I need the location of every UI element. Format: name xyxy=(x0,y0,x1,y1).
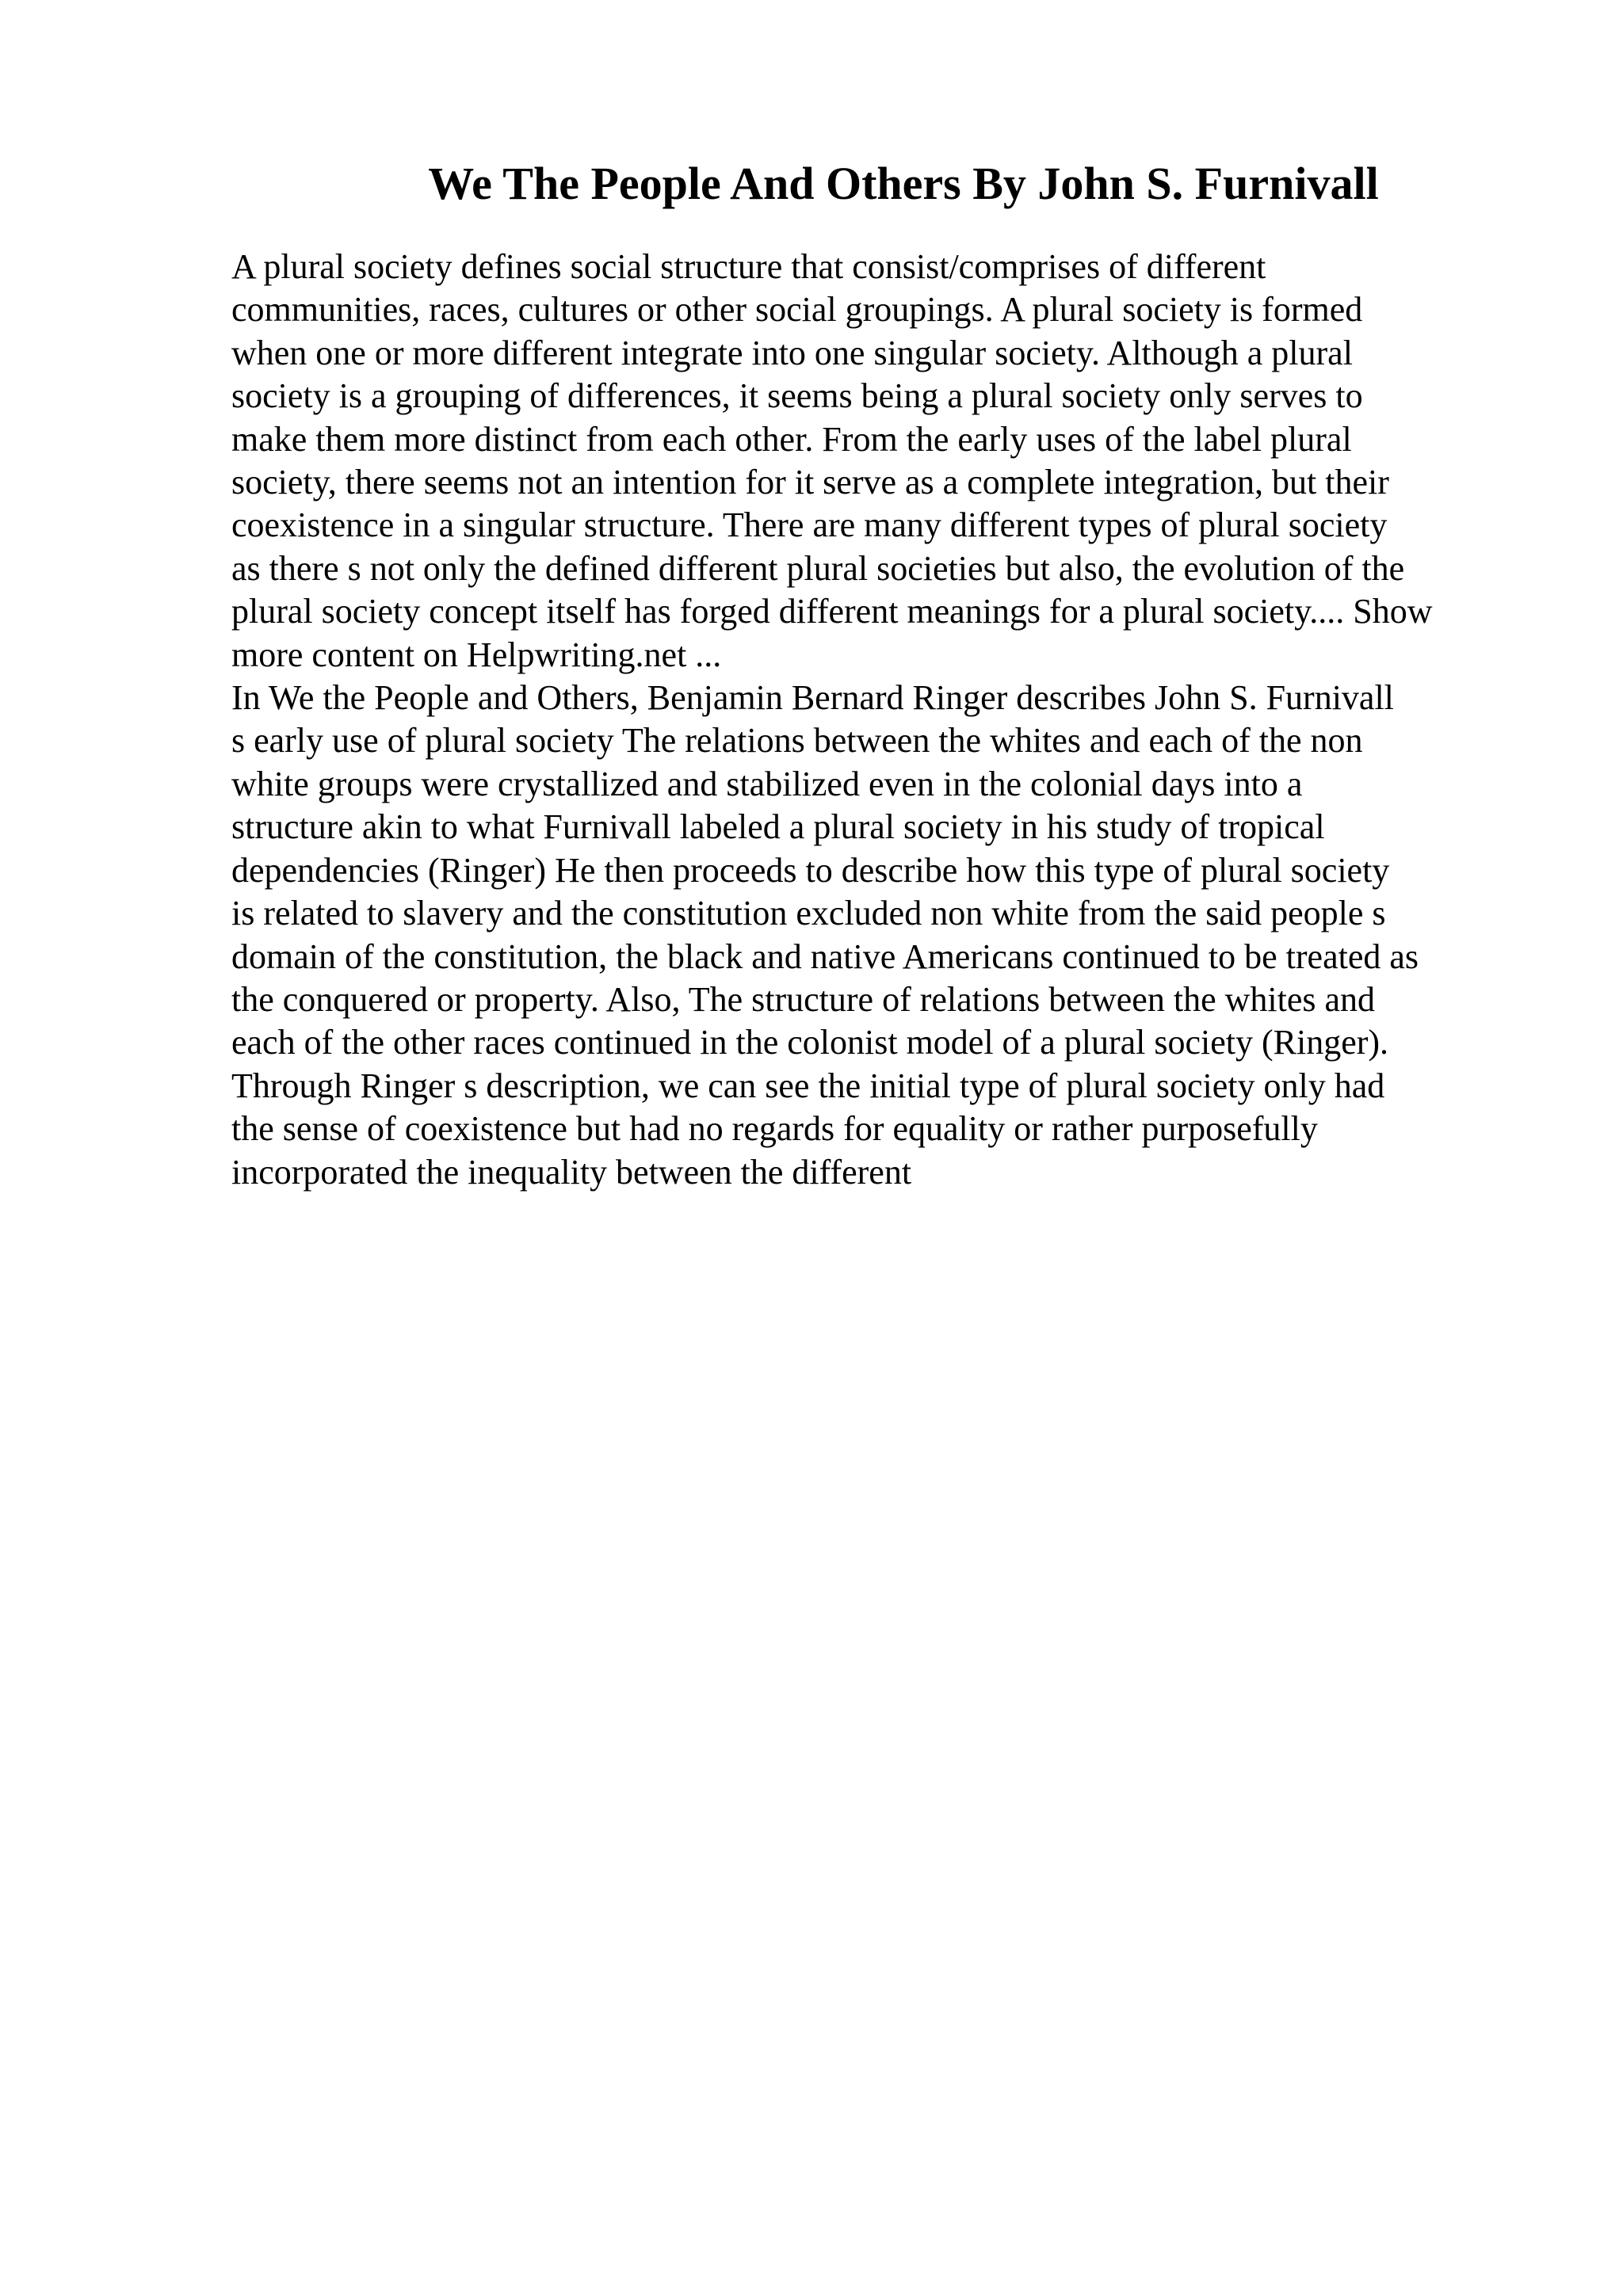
body-line: Through Ringer s description, we can see the initial type of plural society only had xyxy=(231,1066,1385,1105)
body-line: white groups were crystallized and stabilized even in the colonial days into a xyxy=(231,764,1303,803)
document-body xyxy=(231,246,1515,1194)
body-line: dependencies (Ringer) He then proceeds to describe how this type of plural society xyxy=(231,850,1390,890)
body-line: make them more distinct from each other. From the early uses of the label plural xyxy=(231,419,1352,459)
body-line: the conquered or property. Also, The structure of relations between the whites and xyxy=(231,979,1375,1019)
body-line: as there s not only the defined different plural societies but also, the evolution of the xyxy=(231,548,1405,588)
body-line: society is a grouping of differences, it seems being a plural society only serves to xyxy=(231,376,1363,416)
body-line: each of the other races continued in the colonist model of a plural society (Ringer). xyxy=(231,1023,1389,1062)
body-line: structure akin to what Furnivall labeled a plural society in his study of tropical xyxy=(231,807,1325,847)
body-line: plural society concept itself has forged different meanings for a plural society.... Show xyxy=(231,592,1433,631)
body-line: coexistence in a singular structure. There are many different types of plural society xyxy=(231,505,1388,545)
document-title: We The People And Others By John S. Furnivall xyxy=(428,158,1379,209)
body-line: when one or more different integrate into one singular society. Although a plural xyxy=(231,333,1353,372)
body-line: domain of the constitution, the black and native Americans continued to be treated as xyxy=(231,936,1419,976)
body-line: In We the People and Others, Benjamin Bernard Ringer describes John S. Furnivall xyxy=(231,678,1394,718)
body-line: communities, races, cultures or other social groupings. A plural society is formed xyxy=(231,290,1363,330)
body-line: incorporated the inequality between the different xyxy=(231,1152,912,1192)
body-line: A plural society defines social structure that consist/comprises of different xyxy=(231,247,1266,286)
body-line: s early use of plural society The relations between the whites and each of the non xyxy=(231,721,1363,761)
body-line: society, there seems not an intention for it serve as a complete integration, but their xyxy=(231,463,1389,502)
body-line: more content on Helpwriting.net ... xyxy=(231,635,722,674)
body-line: is related to slavery and the constitution excluded non white from the said people s xyxy=(231,894,1386,933)
body-line: the sense of coexistence but had no regards for equality or rather purposefully xyxy=(231,1109,1318,1149)
